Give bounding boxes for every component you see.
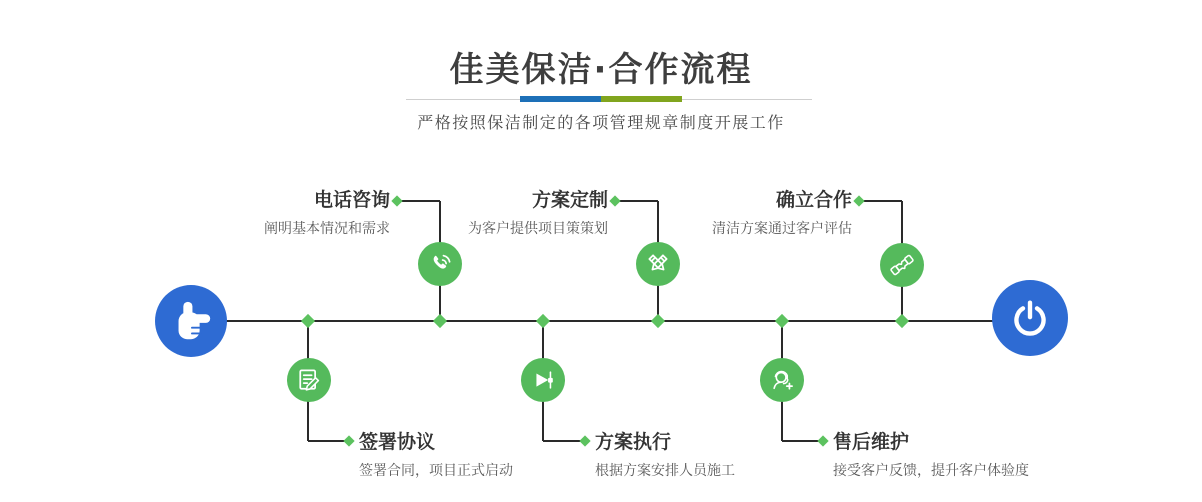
step-title: 方案执行 (595, 431, 672, 453)
step-description: 签署合同，项目正式启动 (359, 463, 513, 479)
contract-pen-icon (295, 366, 323, 394)
step-icon-circle (287, 358, 331, 402)
step-confirm-cooperation (712, 185, 852, 238)
label-diamond (609, 195, 620, 206)
connector-line (543, 440, 582, 442)
junction-diamond (536, 314, 550, 328)
start-endpoint (155, 285, 227, 357)
junction-diamond (775, 314, 789, 328)
connector-line (862, 200, 902, 202)
timeline-main-line (219, 320, 993, 322)
junction-diamond (895, 314, 909, 328)
step-phone-consult (264, 185, 390, 238)
step-description: 根据方案安排人员施工 (595, 463, 735, 479)
step-title: 签署协议 (359, 431, 436, 453)
step-description: 阐明基本情况和需求 (264, 221, 390, 237)
step-title: 电话咨询 (313, 189, 390, 211)
label-diamond (579, 435, 590, 446)
label-diamond (391, 195, 402, 206)
end-endpoint (992, 280, 1068, 356)
step-icon-circle (636, 242, 680, 286)
headset-plus-icon (768, 366, 796, 394)
page-subtitle: 严格按照保洁制定的各项管理规章制度开展工作 (417, 113, 785, 132)
junction-diamond (651, 314, 665, 328)
step-sign-agreement (359, 427, 513, 480)
step-icon-circle (418, 242, 462, 286)
connector-line (400, 200, 440, 202)
label-diamond (853, 195, 864, 206)
label-diamond (817, 435, 828, 446)
step-after-sales (833, 427, 1029, 480)
step-icon-circle (880, 243, 924, 287)
page-title: 佳美保洁·合作流程 (449, 50, 753, 90)
hand-pointer-icon (168, 298, 214, 344)
step-title: 售后维护 (833, 431, 910, 453)
step-description: 接受客户反馈，提升客户体验度 (833, 463, 1029, 479)
junction-diamond (301, 314, 315, 328)
step-plan-customize (468, 185, 608, 238)
connector-line (782, 440, 820, 442)
step-icon-circle (521, 358, 565, 402)
step-title: 方案定制 (531, 189, 608, 211)
pencil-tools-icon (644, 250, 672, 278)
play-slider-icon (529, 366, 557, 394)
step-plan-execute (595, 427, 735, 480)
step-description: 为客户提供项目策策划 (468, 221, 608, 237)
connector-line (618, 200, 658, 202)
handshake-icon (888, 251, 916, 279)
phone-icon (426, 250, 454, 278)
title-divider-blue-segment (520, 96, 601, 102)
title-divider-green-segment (601, 96, 682, 102)
step-description: 清洁方案通过客户评估 (712, 221, 852, 237)
step-title: 确立合作 (775, 189, 852, 211)
connector-line (308, 440, 346, 442)
power-icon (1009, 297, 1051, 339)
step-icon-circle (760, 358, 804, 402)
label-diamond (343, 435, 354, 446)
junction-diamond (433, 314, 447, 328)
